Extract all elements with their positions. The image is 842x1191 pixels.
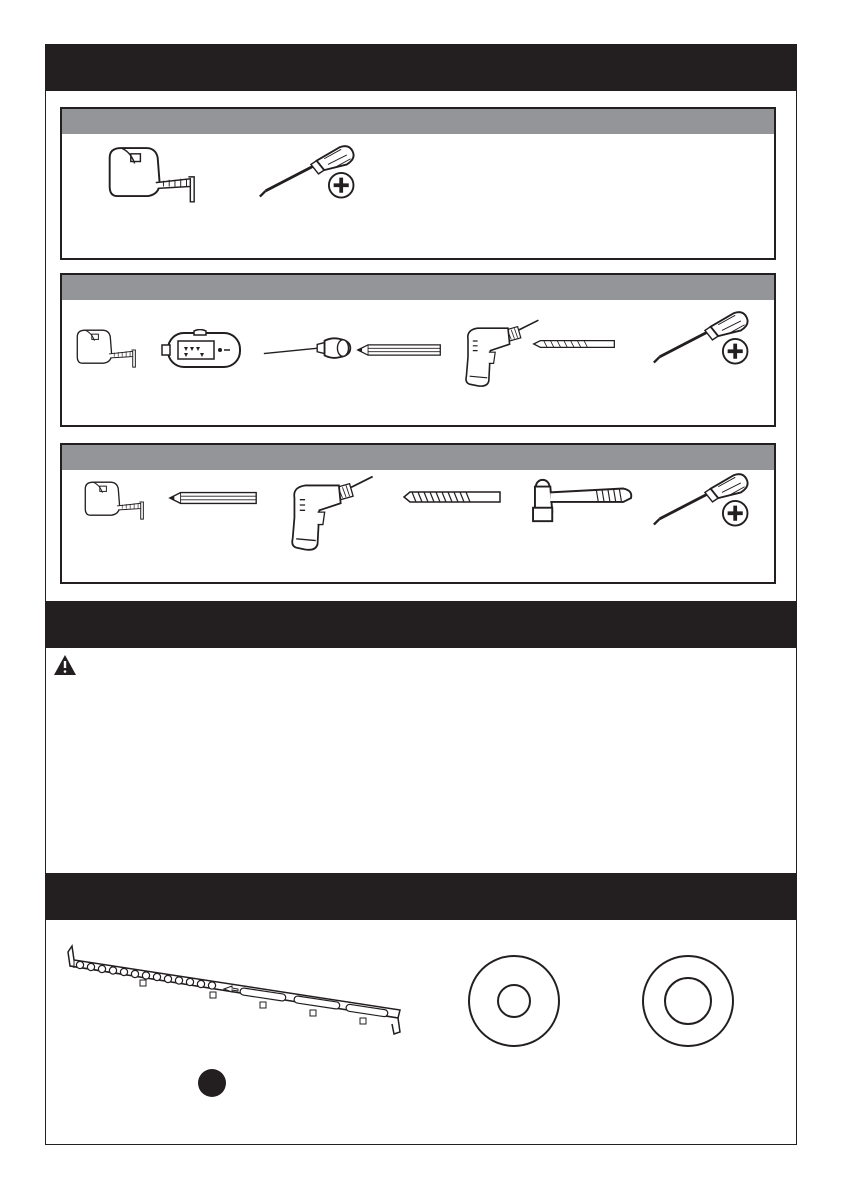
power-drill-icon (284, 473, 376, 553)
section-header-parts (45, 873, 797, 920)
phillips-screwdriver-icon (652, 309, 756, 367)
tool-group-3 (60, 443, 776, 584)
phillips-screwdriver-icon (258, 143, 362, 201)
masonry-drill-bit-icon (400, 489, 504, 505)
part-marker-dot (197, 1068, 227, 1103)
tool-group-2 (60, 273, 776, 427)
section-header-warning (45, 601, 797, 648)
section-header-tools (45, 44, 797, 91)
tape-measure-icon (80, 479, 146, 521)
awl-icon (262, 335, 354, 363)
tool-group-header (62, 275, 774, 300)
tool-group-header (62, 445, 774, 470)
tape-measure-icon (72, 327, 138, 369)
wall-rail-icon (60, 940, 410, 1041)
drill-bit-icon (532, 337, 616, 351)
tool-group-1 (60, 107, 776, 260)
washer-large-hole-icon (641, 954, 735, 1053)
tape-measure-icon (102, 143, 198, 205)
tool-group-header (62, 109, 774, 134)
washer-small-hole-icon (467, 954, 561, 1053)
hammer-icon (528, 477, 636, 525)
pencil-icon (356, 341, 442, 359)
phillips-screwdriver-icon (652, 471, 756, 529)
warning-triangle-icon (53, 654, 77, 681)
power-drill-icon (460, 317, 540, 389)
pencil-icon (164, 489, 262, 507)
stud-finder-icon (160, 329, 242, 371)
